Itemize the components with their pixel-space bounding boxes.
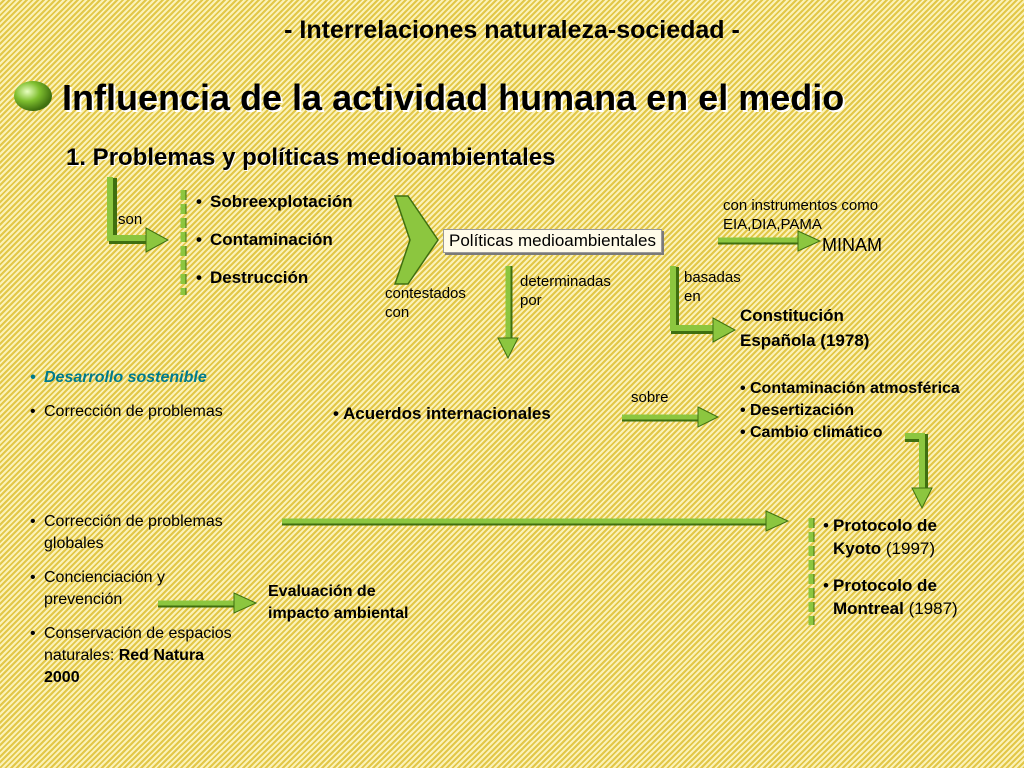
constitution-label: Constitución Española (1978) xyxy=(740,306,870,350)
lower-list xyxy=(28,511,288,689)
correction-item: • Corrección de problemas xyxy=(28,401,223,423)
eia-label: Evaluación de impacto ambiental xyxy=(268,583,409,622)
conservation-item: • Conservación de espacios naturales: Red Natura 2000 xyxy=(28,623,288,689)
instruments-label: con instrumentos como EIA,DIA,PAMA xyxy=(723,197,879,233)
about-label: sobre xyxy=(631,389,669,406)
page-title: Influencia de la actividad humana en el medio xyxy=(62,77,845,118)
problem-item: • Sobreexplotación xyxy=(194,190,353,213)
left-list xyxy=(28,367,223,423)
son-label: son xyxy=(118,211,143,228)
problem-item: • Contaminación xyxy=(194,228,353,251)
policies-box: Políticas medioambientales xyxy=(443,229,662,253)
to-policies-arrow-icon xyxy=(395,196,438,284)
topic-item: • Contaminación atmosférica xyxy=(740,378,960,400)
global-correction-item: • Corrección de problemas globales xyxy=(28,511,288,555)
protocols-bracket-icon xyxy=(811,518,814,625)
minam-label: MINAM xyxy=(822,235,882,255)
page-subtitle: - Interrelaciones naturaleza-sociedad - xyxy=(284,16,740,44)
contested-label: contestados con xyxy=(385,285,466,321)
problems-bracket-icon xyxy=(183,190,186,295)
based-label: basadas en xyxy=(684,269,741,305)
section-title: 1. Problemas y políticas medioambientales xyxy=(66,144,556,171)
problem-item: • Destrucción xyxy=(194,266,353,289)
about-arrow-icon xyxy=(622,407,718,427)
topic-item: • Desertización xyxy=(740,400,960,422)
kyoto-protocol-item: • Protocolo de Kyoto (1997) xyxy=(823,514,958,560)
montreal-protocol-item: • Protocolo de Montreal (1987) xyxy=(823,574,958,620)
determined-label: determinadas por xyxy=(520,273,611,309)
title-bullet-icon xyxy=(14,81,52,111)
to-minam-arrow-icon xyxy=(718,231,820,251)
sustainable-development-item: • Desarrollo sostenible xyxy=(28,367,223,389)
agreement-topics xyxy=(740,378,960,444)
awareness-item: • Concienciación y prevención xyxy=(28,567,288,611)
protocols-list xyxy=(823,514,958,620)
determined-down-arrow-icon xyxy=(498,266,518,358)
topic-item: • Cambio climático xyxy=(740,422,960,444)
agreements-label: • Acuerdos internacionales xyxy=(333,403,551,425)
global-long-arrow-icon xyxy=(282,511,788,531)
to-protocols-bent-arrow-icon xyxy=(905,436,932,508)
problems-list xyxy=(194,190,353,289)
